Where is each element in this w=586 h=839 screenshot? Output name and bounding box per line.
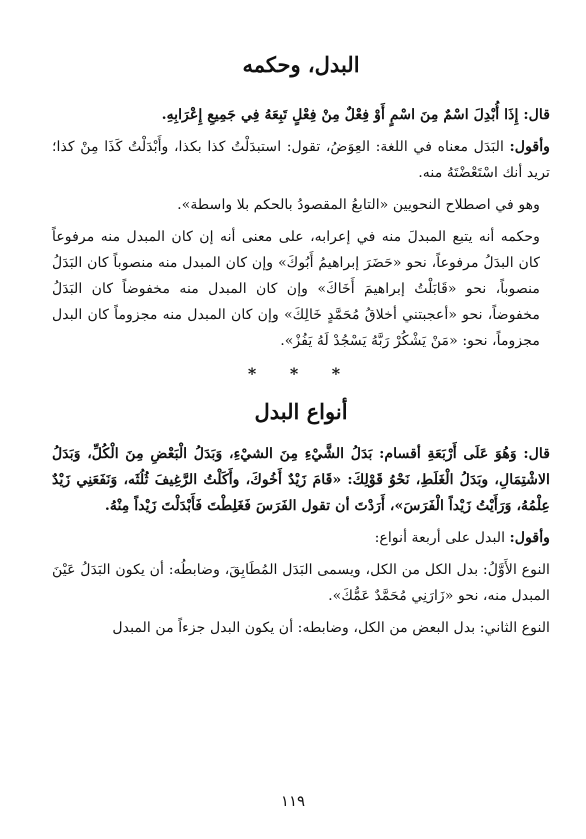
commentary-text: البَدَل معناه في اللغة: العِوَضُ، تقول: استبدَلْتُ كذا بكذا، وأَبْدَلْتُ كَذَا مِنْ كذا؛ تريد أنك اسْتَعْضْتَهُ منه. [52, 139, 550, 181]
section-title-badal: البدل، وحكمه [242, 52, 360, 77]
matn-text: وَهُوَ عَلَى أَرْبَعَةِ أقسام: بَدَلُ الشَّيْءِ مِنَ الشيْءِ، وَبَدَلُ الْبَعْضِ مِنَ الْكُلِّ، وَبَدَلُ الاشْتِمَالِ، وبَدَلُ الْغَلَطِ، نَحْوُ قَوْلِكَ: «قَامَ زَيْدٌ أَخُوكَ، وأَكَلْتُ الرَّغِيفَ ثُلُثَه، وَنَفَعَنِي زَيْدٌ عِلْمُهُ، وَرَأَيْتُ زَيْداً الْفَرَسَ»، أَرَدْتَ أن تقول الفَرَسَ فَغَلِطْتَ فَأَبْدَلْتَ زَيْداً مِنْهُ. [52, 446, 550, 514]
section-title-types: أنواع البدل [254, 399, 348, 424]
page-number: ١١٩ [280, 792, 306, 810]
type-two-paragraph: النوع الثاني: بدل البعض من الكل، وضابطه: أن يكون البدل جزءاً من المبدل [112, 620, 550, 636]
commentary-lead: وأقول: [509, 530, 550, 546]
commentary-lead: وأقول: [509, 139, 550, 155]
matn-lead: قال: [523, 446, 550, 462]
matn-paragraph-badal [52, 102, 550, 128]
definition-paragraph: وهو في اصطلاح النحويين «التابعُ المقصودُ بالحكم بلا واسطة». [177, 197, 540, 213]
commentary-paragraph-meaning [52, 134, 550, 186]
matn-text: إِذَا أُبْدِلَ اسْمٌ مِنَ اسْمٍ أَوْ فِعْلٌ مِنْ فِعْلٍ تَبِعَهُ فِي جَمِيعِ إِعْرَابِهِ. [161, 107, 519, 123]
section-separator: * * * [247, 364, 355, 383]
type-one-paragraph: النوع الأَوَّلُ: بدل الكل من الكل، ويسمى البَدَل المُطَابِقَ، وضابطُه: أن يكون البَدَلُ عَيْنَ المبدل منه، نحو «زَارَنِي مُحَمَّدٌ عَمُّكَ». [52, 562, 550, 604]
commentary-text: البدل على أربعة أنواع: [374, 530, 506, 546]
ruling-paragraph: وحكمه أنه يتبع المبدلَ منه في إعرابه، على معنى أنه إن كان المبدل منه مرفوعاً كان البدَلُ مرفوعاً، نحو «حَضَرَ إبراهيمُ أَبُوكَ» وإن كان المبدل منه منصوباً كان البَدَلُ منصوباً، نحو «قَابَلْتُ إبراهيمَ أَخَاكَ» وإن كان المبدل منه مخفوضاً كان البَدَلُ مخفوضاً، نحو «أعجبتني أخلاقُ مُحَمَّدٍ خَالِكَ» وإن كان المبدل منه مجزوماً كان البدل مجزوماً، نحو: «مَنْ يَشْكُرْ رَبَّهُ يَسْجُدْ لَهُ يَفُزْ». [52, 229, 540, 349]
commentary-paragraph-types [52, 525, 550, 551]
matn-lead: قال: [523, 107, 550, 123]
matn-paragraph-types [52, 441, 550, 519]
